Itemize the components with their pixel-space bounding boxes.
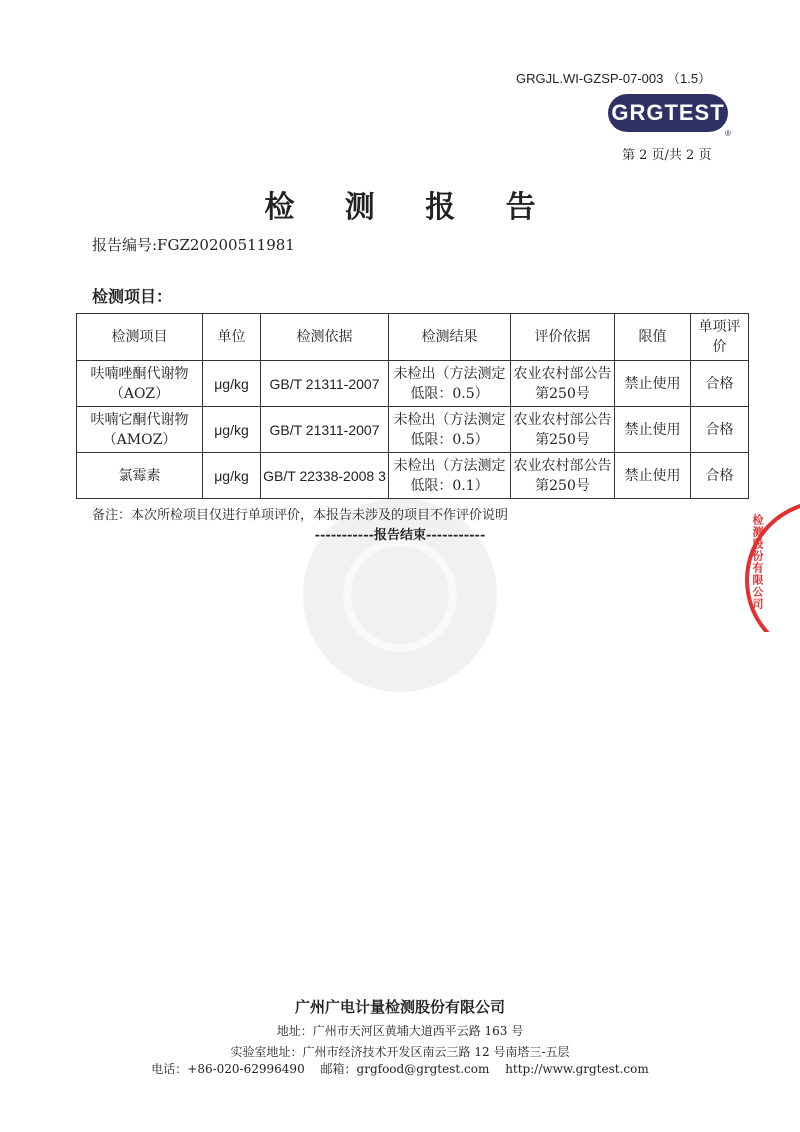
cell-evaluation: 合格 bbox=[691, 453, 749, 499]
cell-standard: GB/T 21311-2007 bbox=[261, 361, 389, 407]
cell-limit: 禁止使用 bbox=[615, 407, 691, 453]
footer-email: 邮箱：grgfood@grgtest.com bbox=[320, 1062, 490, 1076]
report-number: 报告编号:FGZ20200511981 bbox=[92, 236, 295, 254]
header-item: 检测项目 bbox=[77, 314, 203, 361]
document-code: GRGJL.WI-GZSP-07-003 （1.5） bbox=[516, 71, 712, 86]
header-basis: 评价依据 bbox=[511, 314, 615, 361]
header-result: 检测结果 bbox=[389, 314, 511, 361]
footer-contact bbox=[0, 1060, 800, 1077]
footer-address: 地址：广州市天河区黄埔大道西平云路 163 号 bbox=[276, 1024, 524, 1038]
cell-result: 未检出（方法测定低限：0.5） bbox=[389, 361, 511, 407]
cell-unit: μg/kg bbox=[203, 453, 261, 499]
section-title: 检测项目： bbox=[92, 287, 173, 306]
table-row bbox=[77, 407, 749, 453]
logo-text: GRGTEST bbox=[611, 100, 725, 125]
cell-unit: μg/kg bbox=[203, 407, 261, 453]
cell-basis: 农业农村部公告 第250号 bbox=[511, 453, 615, 499]
header-evaluation: 单项评价 bbox=[691, 314, 749, 361]
cell-evaluation: 合格 bbox=[691, 407, 749, 453]
cell-evaluation: 合格 bbox=[691, 361, 749, 407]
cell-item: 呋喃唑酮代谢物（AOZ） bbox=[77, 361, 203, 407]
cell-basis: 农业农村部公告 第250号 bbox=[511, 361, 615, 407]
cell-limit: 禁止使用 bbox=[615, 361, 691, 407]
footer-phone: 电话：+86-020-62996490 bbox=[151, 1062, 305, 1076]
company-seal-stamp bbox=[745, 500, 800, 632]
cell-result: 未检出（方法测定低限：0.5） bbox=[389, 407, 511, 453]
table-row bbox=[77, 453, 749, 499]
footer-company: 广州广电计量检测股份有限公司 bbox=[294, 998, 505, 1016]
remark-note: 备注：本次所检项目仅进行单项评价，本报告未涉及的项目不作评价说明 bbox=[92, 508, 509, 523]
footer-lab-address: 实验室地址：广州市经济技术开发区南云三路 12 号南塔三-五层 bbox=[230, 1045, 570, 1059]
cell-standard: GB/T 21311-2007 bbox=[261, 407, 389, 453]
table-row bbox=[77, 361, 749, 407]
cell-result: 未检出（方法测定低限：0.1） bbox=[389, 453, 511, 499]
grgtest-logo bbox=[608, 94, 732, 138]
table-header-row bbox=[77, 314, 749, 361]
header-unit: 单位 bbox=[203, 314, 261, 361]
page-title: 检 测 报 告 bbox=[264, 190, 556, 225]
report-end-mark: -----------报告结束----------- bbox=[314, 528, 486, 543]
cell-basis: 农业农村部公告 第250号 bbox=[511, 407, 615, 453]
test-results-table bbox=[76, 313, 749, 499]
seal-text: 检测股份有限公司 bbox=[751, 514, 764, 610]
cell-limit: 禁止使用 bbox=[615, 453, 691, 499]
header-limit: 限值 bbox=[615, 314, 691, 361]
cell-item: 呋喃它酮代谢物（AMOZ） bbox=[77, 407, 203, 453]
registered-icon: ® bbox=[725, 129, 732, 138]
watermark-inner-ring bbox=[343, 538, 457, 652]
cell-item: 氯霉素 bbox=[77, 453, 203, 499]
header-standard: 检测依据 bbox=[261, 314, 389, 361]
footer-website: http://www.grgtest.com bbox=[505, 1062, 649, 1076]
cell-unit: μg/kg bbox=[203, 361, 261, 407]
cell-standard: GB/T 22338-2008 3 bbox=[261, 453, 389, 499]
page-number: 第 2 页/共 2 页 bbox=[622, 148, 712, 163]
